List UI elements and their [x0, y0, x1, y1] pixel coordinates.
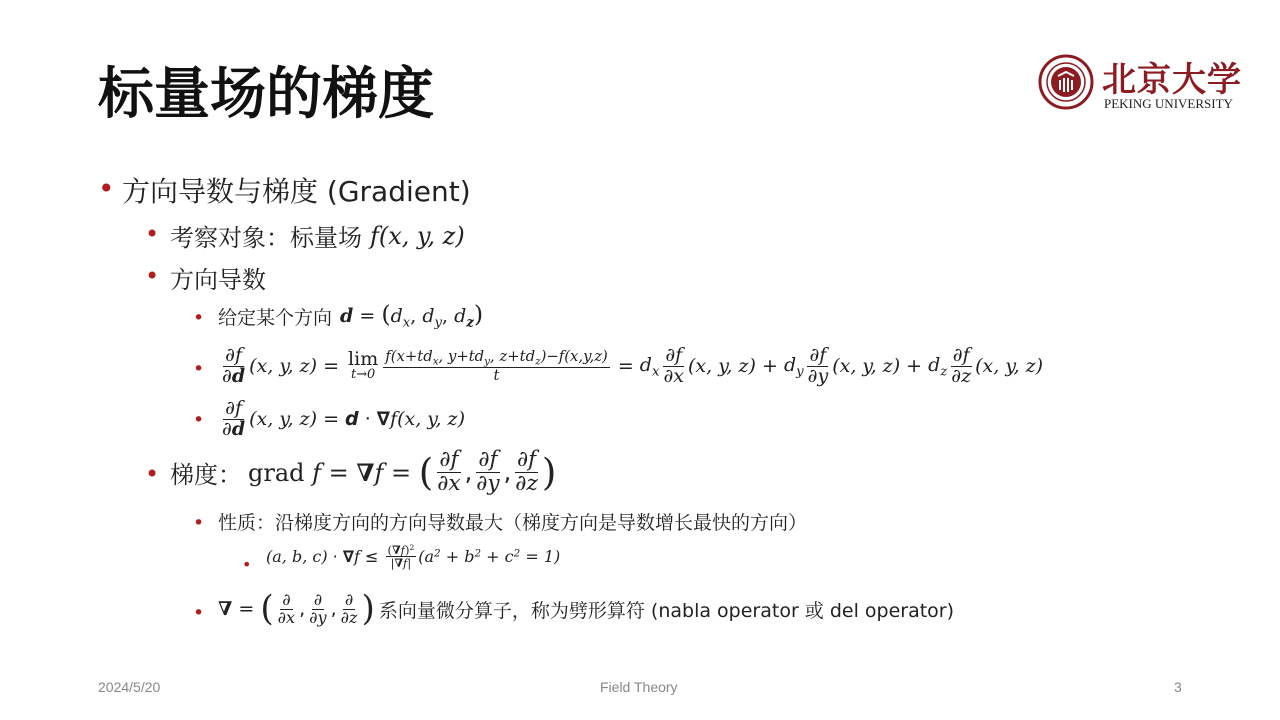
- slide-title: 标量场的梯度: [98, 61, 434, 127]
- logo-chinese-name: 北京大学: [1102, 60, 1242, 100]
- bullet-marker: •: [145, 220, 160, 248]
- directional-derivative-text: 方向导数: [170, 266, 266, 294]
- bullet-marker: •: [242, 555, 252, 574]
- direction-vector-formula: $d = (d_x$, $d_y$, $d_z$): [340, 300, 484, 331]
- footer-page-number: 3: [1174, 679, 1182, 695]
- bullet-marker: •: [193, 358, 205, 380]
- bullet-marker: •: [193, 512, 205, 534]
- bullet-marker: •: [145, 460, 160, 488]
- given-direction-text: 给定某个方向: [218, 307, 333, 330]
- university-logo: [1038, 54, 1242, 114]
- directional-derivative-limit-formula: $\frac{\partial f}{\partial d}$ (x, y, z) = lim t→0 $\frac{f(x+td_x, y+td_y, z+td_z)-f(x,y,z)}{t}$ = $d_x$ $\frac{\partial f}{\partial x}$ (x, y, z) + $d_y$ $\frac{\partial f}{\partial y}$ (x, y, z) + $d_z$ $\frac{\partial f}{\partial z}$ (x, y, z): [222, 344, 1044, 387]
- bullet-object: [170, 218, 465, 253]
- footer-course: Field Theory: [600, 679, 678, 695]
- bullet-gradient-heading: [122, 170, 471, 210]
- scalar-field-formula: f(x, y, z): [370, 221, 465, 250]
- heading-text: 方向导数与梯度 (Gradient): [122, 175, 471, 208]
- bullet-marker: •: [145, 262, 160, 290]
- university-seal-icon: [1038, 54, 1094, 110]
- bullet-marker: •: [193, 409, 205, 431]
- bullet-nabla-operator: ∇ = ( $\frac{\partial}{\partial x}$ , $\frac{\partial}{\partial y}$ , $\frac{\partial}{\partial z}$ ) 系向量微分算子，称为劈形算符 (nabla operator 或 del operator): [218, 589, 955, 630]
- gradient-text: 梯度：: [170, 460, 242, 489]
- bullet-marker: •: [98, 172, 115, 205]
- bullet-marker: •: [193, 307, 205, 329]
- logo-english-name: PEKING UNIVERSITY: [1104, 96, 1233, 111]
- directional-derivative-gradient-formula: $\frac{\partial f}{\partial d}$ (x, y, z) = d · ∇ f(x, y, z): [222, 397, 465, 440]
- bullet-gradient-definition: 梯度： grad f = ∇f = ( $\frac{\partial f}{\partial x}$ , $\frac{\partial f}{\partial y}$ , $\frac{\partial f}{\partial z}$ ): [170, 447, 557, 496]
- footer-date: 2024/5/20: [98, 679, 161, 695]
- property-text: 性质：沿梯度方向的方向导数最大（梯度方向是导数增长最快的方向）: [218, 512, 808, 534]
- gradient-inequality-formula: (a, b, c) · ∇ f ≤ $\frac{(\nabla f)^2}{|\nabla f|}$ $(a^2 + b^2 + c^2 = 1)$: [266, 543, 561, 571]
- bullet-marker: •: [193, 602, 205, 624]
- bullet-given-direction: [218, 300, 484, 331]
- bullet-gradient-property: [218, 508, 807, 535]
- bullet-directional-derivative: [170, 260, 266, 295]
- nabla-text: 系向量微分算子，称为劈形算符 (nabla operator 或 del operator): [378, 599, 955, 622]
- object-text: 考察对象：标量场: [170, 224, 362, 252]
